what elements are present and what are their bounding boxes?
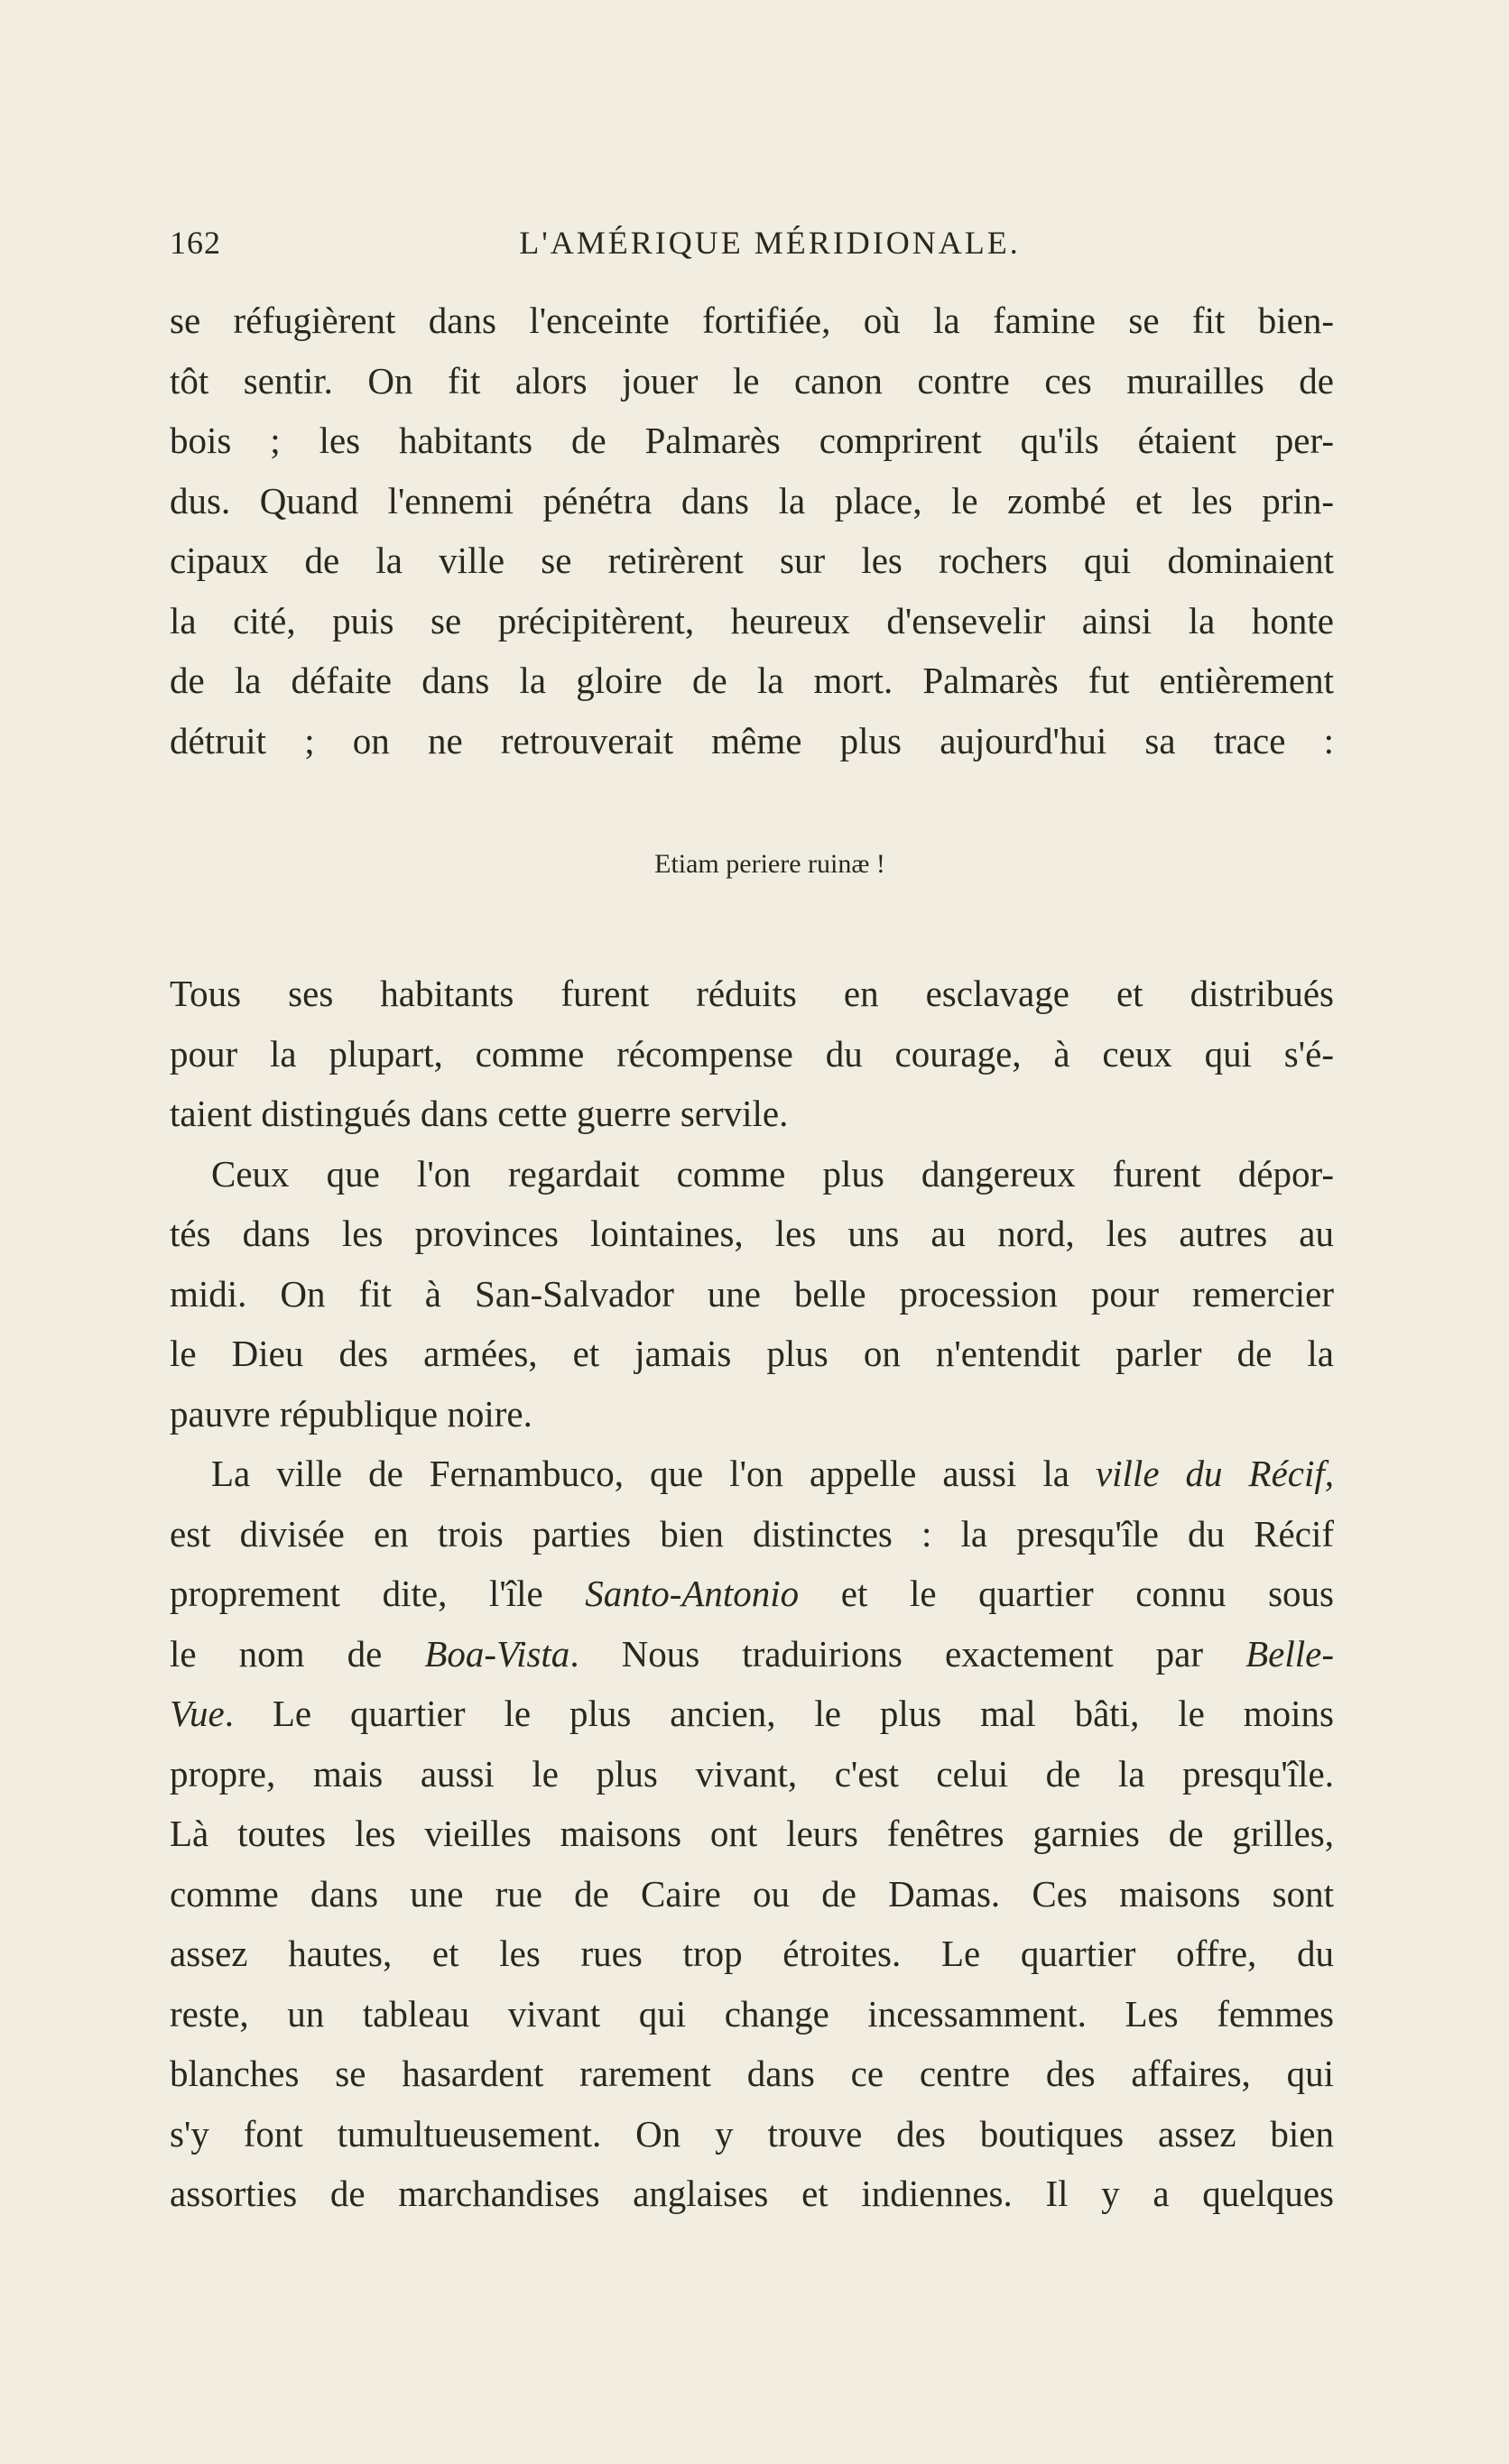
italic-term: Belle- [1245, 1632, 1334, 1675]
text-line: tôt sentir. On fit alors jouer le canon contre ces murailles de [170, 359, 1334, 401]
text-line [170, 1684, 1334, 1744]
text-line: Ceux que l'on regardait comme plus dangereux furent dépor- [211, 1152, 1334, 1195]
text-line: reste, un tableau vivant qui change incessamment. Les femmes [170, 1992, 1334, 2035]
italic-term: Boa-Vista [424, 1632, 570, 1675]
page-number: 162 [170, 225, 221, 261]
text-line [170, 1624, 1334, 1684]
text-line: taient distingués dans cette guerre servile. [170, 1093, 789, 1134]
text-line: assorties de marchandises anglaises et indiennes. Il y a quelques [170, 2173, 1334, 2214]
text-segment: . Le quartier le plus ancien, le plus mal bâti, le moins [224, 1693, 1334, 1734]
text-segment: . Nous traduirions exactement par [569, 1632, 1246, 1675]
text-line [170, 1444, 1334, 1504]
text-line: Tous ses habitants furent réduits en esclavage et distribués [170, 973, 1334, 1014]
body-text [170, 964, 1334, 2224]
text-line: tés dans les provinces lointaines, les uns au nord, les autres au [170, 1213, 1334, 1254]
text-line: midi. On fit à San-Salvador une belle procession pour remercier [170, 1272, 1334, 1315]
text-line: comme dans une rue de Caire ou de Damas. Ces maisons sont [170, 1872, 1334, 1915]
text-line: s'y font tumultueusement. On y trouve des boutiques assez bien [170, 2112, 1334, 2155]
text-segment: et le quartier connu sous [799, 1573, 1334, 1614]
page-header [170, 220, 1334, 265]
running-title: L'AMÉRIQUE MÉRIDIONALE. [519, 225, 1021, 261]
text-line: blanches se hasardent rarement dans ce centre des affaires, qui [170, 2053, 1334, 2094]
text-line: propre, mais aussi le plus vivant, c'est celui de la presqu'île. [170, 1752, 1334, 1795]
paragraph-1 [170, 291, 1334, 771]
italic-term: ville du Récif, [1095, 1453, 1334, 1494]
text-line: assez hautes, et les rues trop étroites. Le quartier offre, du [170, 1933, 1334, 1974]
italic-term: Vue [170, 1693, 225, 1734]
text-line: cipaux de la ville se retirèrent sur les rochers qui dominaient [170, 540, 1334, 581]
text-line: pour la plupart, comme récompense du courage, à ceux qui s'é- [170, 1032, 1334, 1075]
text-line: est divisée en trois parties bien distinctes : la presqu'île du Récif [170, 1512, 1334, 1555]
text-segment: proprement dite, l'île [170, 1573, 586, 1614]
text-line: bois ; les habitants de Palmarès comprirent qu'ils étaient per- [170, 420, 1334, 461]
italic-term: Santo-Antonio [585, 1573, 800, 1614]
text-line: le Dieu des armées, et jamais plus on n'entendit parler de la [170, 1333, 1334, 1374]
latin-quote: Etiam periere ruinæ ! [654, 849, 885, 879]
text-line: se réfugièrent dans l'enceinte fortifiée, où la famine se fit bien- [170, 300, 1334, 341]
text-line: pauvre république noire. [170, 1392, 532, 1435]
text-segment: La ville de Fernambuco, que l'on appelle aussi la [211, 1453, 1096, 1494]
text-line [170, 1564, 1334, 1624]
text-line: détruit ; on ne retrouverait même plus aujourd'hui sa trace : [170, 719, 1334, 761]
text-line: dus. Quand l'ennemi pénétra dans la place, le zombé et les prin- [170, 479, 1334, 521]
text-line: de la défaite dans la gloire de la mort. Palmarès fut entièrement [170, 660, 1334, 701]
text-line: la cité, puis se précipitèrent, heureux d'ensevelir ainsi la honte [170, 599, 1334, 641]
text-segment: le nom de [170, 1632, 425, 1675]
text-line: Là toutes les vieilles maisons ont leurs fenêtres garnies de grilles, [170, 1813, 1334, 1854]
